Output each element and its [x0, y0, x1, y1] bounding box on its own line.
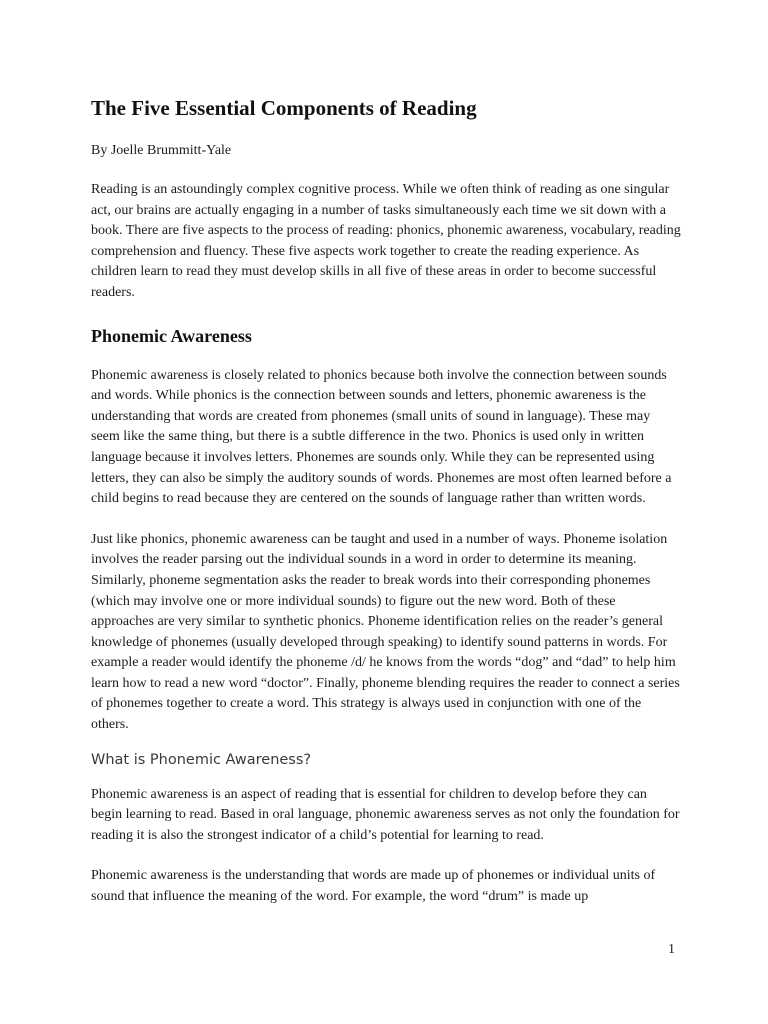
subsection-paragraph: Phonemic awareness is an aspect of reading that is essential for children to develop before they can begin learning to read. Based in oral language, phonemic awareness serves as not only the foundation for reading it is also the strongest indicator of a child’s potential for learning to read. [91, 786, 680, 843]
subsection-paragraph: Phonemic awareness is the understanding that words are made up of phonemes or individual units of sound that influence the meaning of the word. For example, the word “drum” is made up [91, 868, 656, 905]
document-content [91, 94, 681, 928]
section-paragraph: Phonemic awareness is closely related to phonics because both involve the connection between sounds and words. While phonics is the connection between sounds and letters, phonemic awareness is the understanding that words are created from phonemes (small units of sound in language). These may seem like the same thing, but there is a subtle difference in the two. Phonics is used only in written language because it involves letters. Phonemes are sounds only. While they can be represented using letters, they can also be simply the auditory sounds of words. Phonemes are most often learned before a child begins to read because they are centered on the sounds of language rather than written words. [91, 367, 672, 507]
intro-paragraph: Reading is an astoundingly complex cognitive process. While we often think of reading as one singular act, our brains are actually engaging in a number of tasks simultaneously each time we sit down with a book. There are five aspects to the process of reading: phonics, phonemic awareness, vocabulary, reading comprehension and fluency. These five aspects work together to create the reading experience. As children learn to read they must develop skills in all five of these areas in order to become successful readers. [91, 182, 681, 300]
section-heading-phonemic-awareness: Phonemic Awareness [91, 325, 252, 346]
page-number: 1 [668, 942, 675, 957]
subsection-heading-what-is-phonemic-awareness: What is Phonemic Awareness? [91, 751, 312, 768]
document-title: The Five Essential Components of Reading [91, 96, 477, 120]
author-byline: By Joelle Brummitt-Yale [91, 143, 232, 158]
section-paragraph: Just like phonics, phonemic awareness can be taught and used in a number of ways. Phoneme isolation involves the reader parsing out the individual sounds in a word in order to determine its meaning. Similarly, phoneme segmentation asks the reader to break words into their corresponding phonemes (which may involve one or more individual sounds) to figure out the new word. Both of these approaches are very similar to synthetic phonics. Phoneme identification relies on the reader’s general knowledge of phonemes (usually developed through speaking) to identify sound patterns in words. For example a reader would identify the phoneme /d/ he knows from the words “dog” and “dad” to help him learn how to read a new word “doctor”. Finally, phoneme blending requires the reader to connect a series of phonemes together to create a word. This strategy is always used in conjunction with one of the others. [91, 531, 680, 733]
